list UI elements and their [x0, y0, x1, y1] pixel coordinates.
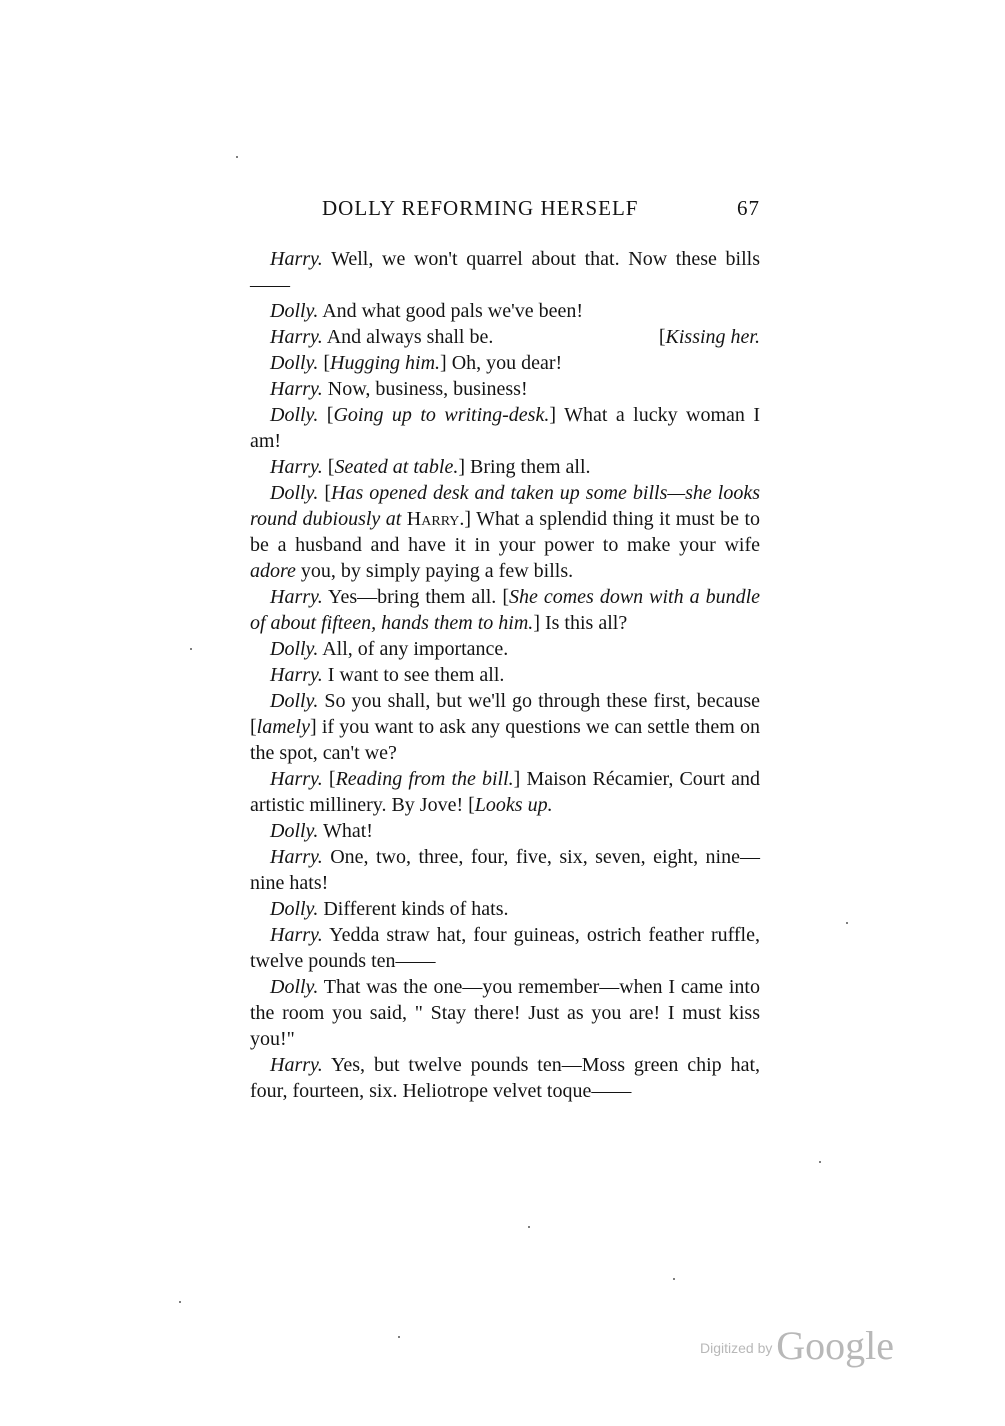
- speech: Different kinds of hats.: [318, 898, 509, 920]
- dialogue-line: [250, 818, 760, 844]
- dialogue-line: [250, 688, 760, 766]
- page-number: 67: [737, 196, 760, 220]
- speaker-harry: Harry.: [270, 586, 323, 608]
- speech: Yes—bring them all.: [322, 586, 503, 608]
- speaker-harry: Harry.: [270, 456, 323, 478]
- speaker-harry: Harry.: [270, 378, 323, 400]
- dialogue-line: [250, 324, 760, 350]
- stage-direction: [Reading from the bill.]: [328, 768, 521, 790]
- speaker-harry: Harry.: [270, 924, 323, 946]
- speech: What a splendid thing it must be to be a husband and have it in your power to make your wife: [250, 508, 760, 556]
- speech: Now, business, business!: [322, 378, 528, 400]
- speaker-harry: Harry.: [270, 248, 323, 270]
- digitized-watermark: [700, 1322, 894, 1369]
- dialogue-line: [250, 662, 760, 688]
- speaker-dolly: Dolly.: [270, 690, 319, 712]
- speech: Bring them all.: [465, 456, 591, 478]
- emphasis: adore: [250, 560, 296, 582]
- scan-speck: [673, 1278, 675, 1280]
- dialogue-line: [250, 1052, 760, 1104]
- dialogue-line: [250, 402, 760, 454]
- dialogue-line: [250, 298, 760, 324]
- stage-direction: [Going up to writing-desk.]: [326, 404, 557, 426]
- speech: All, of any importance.: [318, 638, 509, 660]
- dialogue-line: [250, 974, 760, 1052]
- speech: That was the one—you remember—when I came into the room you said, " Stay there! Just as you are! I must kiss you!": [250, 976, 760, 1050]
- speaker-harry: Harry.: [270, 664, 323, 686]
- dialogue-line: [250, 350, 760, 376]
- speaker-dolly: Dolly.: [270, 482, 319, 504]
- speaker-dolly: Dolly.: [270, 404, 319, 426]
- dialogue-line: [250, 896, 760, 922]
- running-head: [250, 196, 760, 222]
- stage-direction: [Has opened desk and taken up some bills—she looks round dubiously at Harry.]: [250, 482, 761, 530]
- dialogue-line: [250, 376, 760, 402]
- speech: What!: [318, 820, 373, 842]
- chapter-title: DOLLY REFORMING HERSELF: [322, 196, 639, 220]
- scan-speck: [819, 1161, 821, 1163]
- speaker-dolly: Dolly.: [270, 898, 319, 920]
- dialogue-line: [250, 844, 760, 896]
- dialogue-line: [250, 454, 760, 480]
- dialogue-line: [250, 246, 760, 298]
- speech: And what good pals we've been!: [318, 300, 583, 322]
- stage-direction: [She comes down with a bundle of about fifteen, hands them to him.]: [250, 586, 760, 634]
- speech: So you shall, but we'll go through these first, because: [318, 690, 760, 712]
- speech: Yedda straw hat, four guineas, ostrich feather ruffle, twelve pounds ten——: [250, 924, 760, 972]
- speaker-harry: Harry.: [270, 846, 323, 868]
- speech: Well, we won't quarrel about that. Now these bills——: [250, 248, 760, 296]
- speech: Maison Récamier, Court and artistic millinery. By Jove!: [250, 768, 760, 816]
- stage-direction: [Seated at table.]: [327, 456, 465, 478]
- dialogue-line: [250, 584, 760, 636]
- speech: What a lucky woman I am!: [250, 404, 761, 452]
- speaker-harry: Harry.: [270, 1054, 323, 1076]
- stage-direction: [Hugging him.]: [323, 352, 447, 374]
- watermark-prefix: Digitized by: [700, 1340, 777, 1356]
- stage-direction: [Kissing her.: [658, 326, 760, 348]
- speech: I want to see them all.: [322, 664, 505, 686]
- google-logo: Google: [776, 1323, 895, 1368]
- scan-speck: [846, 922, 848, 924]
- scan-speck: [236, 156, 238, 158]
- speaker-dolly: Dolly.: [270, 820, 319, 842]
- speech: Is this all?: [539, 612, 628, 634]
- speaker-dolly: Dolly.: [270, 352, 319, 374]
- dialogue-text: [250, 246, 760, 1104]
- speaker-dolly: Dolly.: [270, 638, 319, 660]
- dialogue-line: [250, 636, 760, 662]
- speech: And always shall be.: [322, 326, 494, 348]
- speech: Yes, but twelve pounds ten—Moss green chip hat, four, fourteen, six. Heliotrope velvet toque——: [250, 1054, 760, 1102]
- speaker-harry: Harry.: [270, 326, 323, 348]
- dialogue-line: [250, 922, 760, 974]
- stage-direction: [lamely]: [250, 716, 317, 738]
- scan-speck: [179, 1301, 181, 1303]
- dialogue-line: [250, 480, 760, 584]
- speech: you, by simply paying a few bills.: [295, 560, 574, 582]
- stage-direction: [Looks up.: [468, 794, 553, 816]
- scan-speck: [398, 1336, 400, 1338]
- dialogue-line: [250, 766, 760, 818]
- speaker-dolly: Dolly.: [270, 300, 319, 322]
- speaker-harry: Harry.: [270, 768, 323, 790]
- speech: Oh, you dear!: [446, 352, 563, 374]
- scan-speck: [190, 648, 192, 650]
- speech: if you want to ask any questions we can settle them on the spot, can't we?: [250, 716, 760, 764]
- speaker-dolly: Dolly.: [270, 976, 319, 998]
- scan-speck: [528, 1226, 530, 1228]
- speech: One, two, three, four, five, six, seven, eight, nine—nine hats!: [250, 846, 760, 894]
